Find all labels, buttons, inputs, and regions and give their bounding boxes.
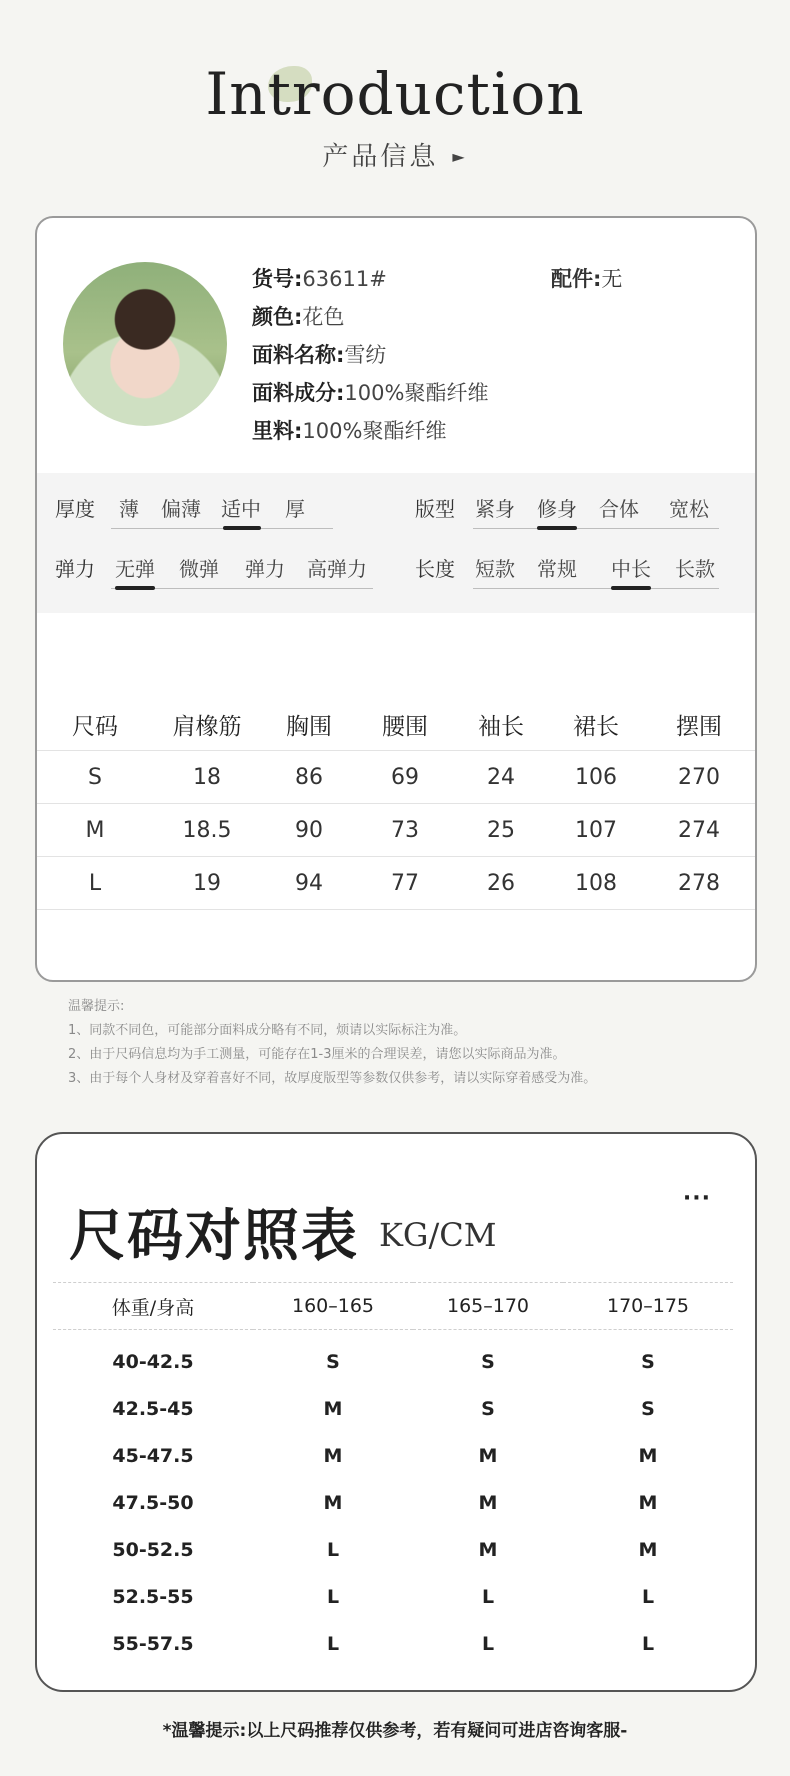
spec-value: 63611# xyxy=(302,267,387,291)
table-cell: L xyxy=(641,1632,655,1655)
spec-label: 里料: xyxy=(252,419,303,443)
table-cell: 47.5-50 xyxy=(112,1491,194,1514)
table-cell: S xyxy=(641,1397,655,1420)
column-header: 尺码 xyxy=(72,713,118,740)
spec-value: 100%聚酯纤维 xyxy=(344,381,489,405)
column-header: 170–175 xyxy=(563,1283,733,1330)
attr-option-selected: 修身 xyxy=(537,497,577,521)
table-cell: 42.5-45 xyxy=(112,1397,194,1420)
table-cell: M xyxy=(638,1538,658,1561)
spec-fabric-composition xyxy=(252,374,488,412)
spec-label: 面料名称: xyxy=(252,343,345,367)
attr-option: 弹力 xyxy=(245,557,285,581)
spec-item-no xyxy=(252,260,488,298)
table-cell: S xyxy=(326,1350,340,1373)
table-cell: 270 xyxy=(643,751,755,804)
column-header: 胸围 xyxy=(286,713,332,740)
table-row xyxy=(37,857,755,910)
table-cell: M xyxy=(478,1491,498,1514)
table-cell: L xyxy=(326,1585,340,1608)
spec-label: 配件: xyxy=(551,267,602,291)
care-tips xyxy=(68,995,596,1091)
table-cell: M xyxy=(478,1444,498,1467)
table-row xyxy=(53,1385,733,1432)
spec-color xyxy=(252,298,488,336)
attr-label-length: 长度 xyxy=(415,557,455,581)
table-cell: 73 xyxy=(357,804,453,857)
table-cell: 274 xyxy=(643,804,755,857)
table-row xyxy=(53,1573,733,1620)
table-cell: L xyxy=(326,1538,340,1561)
table-cell: 278 xyxy=(643,857,755,910)
attr-option: 长款 xyxy=(675,557,715,581)
spec-value: 100%聚酯纤维 xyxy=(302,419,447,443)
intro-title: Introduction xyxy=(205,60,585,128)
table-row xyxy=(53,1432,733,1479)
table-cell: 106 xyxy=(549,751,643,804)
table-row xyxy=(37,804,755,857)
table-cell: 26 xyxy=(453,857,549,910)
attr-option-selected: 中长 xyxy=(611,557,651,581)
attr-selected-marker xyxy=(115,586,155,590)
spec-label: 颜色: xyxy=(252,305,303,329)
table-cell: S xyxy=(481,1350,495,1373)
table-cell: 19 xyxy=(153,857,261,910)
column-header: 腰围 xyxy=(382,713,428,740)
attr-option: 宽松 xyxy=(669,497,709,521)
table-cell: 18 xyxy=(153,751,261,804)
attr-option: 薄 xyxy=(119,497,139,521)
table-cell: M xyxy=(478,1538,498,1561)
table-cell: 107 xyxy=(549,804,643,857)
attr-divider xyxy=(111,528,333,529)
tips-line: 1、同款不同色，可能部分面料成分略有不同，烦请以实际标注为准。 xyxy=(68,1023,467,1038)
tips-line: 2、由于尺码信息均为手工测量，可能存在1-3厘米的合理误差，请您以实际商品为准。 xyxy=(68,1047,566,1062)
intro-subtitle-text: 产品信息 xyxy=(322,142,439,172)
spec-value: 花色 xyxy=(302,305,345,329)
table-row xyxy=(53,1479,733,1526)
table-cell: 40-42.5 xyxy=(112,1350,194,1373)
size-reference-table xyxy=(53,1282,733,1667)
spec-value: 雪纺 xyxy=(344,343,387,367)
column-header: 袖长 xyxy=(478,713,524,740)
product-info-card xyxy=(35,216,757,982)
spec-accessory xyxy=(551,260,622,298)
attr-option: 常规 xyxy=(537,557,577,581)
table-cell: 45-47.5 xyxy=(112,1444,194,1467)
table-cell: L xyxy=(481,1585,495,1608)
footer-note: *温馨提示:以上尺码推荐仅供参考，若有疑问可进店咨询客服- xyxy=(162,1721,628,1741)
attr-option: 紧身 xyxy=(475,497,515,521)
play-arrow-icon: ► xyxy=(452,147,468,166)
attr-option: 短款 xyxy=(475,557,515,581)
spec-label: 货号: xyxy=(252,267,303,291)
spec-fabric-name xyxy=(252,336,488,374)
column-header: 肩橡筋 xyxy=(172,713,242,740)
attribute-panel xyxy=(37,473,755,613)
table-cell: S xyxy=(641,1350,655,1373)
table-cell: 94 xyxy=(261,857,357,910)
attr-selected-marker xyxy=(611,586,651,590)
intro-subtitle xyxy=(0,136,790,173)
attr-label-fit: 版型 xyxy=(415,497,455,521)
table-cell: M xyxy=(323,1491,343,1514)
table-cell: 108 xyxy=(549,857,643,910)
attr-option: 厚 xyxy=(285,497,305,521)
spec-label: 面料成分: xyxy=(252,381,345,405)
attr-label-elasticity: 弹力 xyxy=(55,557,95,581)
table-row xyxy=(53,1330,733,1386)
table-cell: 24 xyxy=(453,751,549,804)
table-row xyxy=(53,1620,733,1667)
table-cell: M xyxy=(323,1397,343,1420)
intro-header xyxy=(0,60,790,180)
table-cell: L xyxy=(37,857,153,910)
model-photo xyxy=(63,262,227,426)
table-cell: M xyxy=(638,1491,658,1514)
table-row xyxy=(37,751,755,804)
spec-value: 无 xyxy=(601,267,623,291)
table-cell: 90 xyxy=(261,804,357,857)
column-header: 160–165 xyxy=(253,1283,413,1330)
table-cell: L xyxy=(481,1632,495,1655)
table-cell: L xyxy=(641,1585,655,1608)
table-row xyxy=(53,1526,733,1573)
size-chart-card xyxy=(35,1132,757,1692)
table-header-row xyxy=(53,1283,733,1330)
column-header: 摆围 xyxy=(676,713,722,740)
attr-divider xyxy=(473,588,719,589)
attr-option-selected: 无弹 xyxy=(115,557,155,581)
table-cell: 18.5 xyxy=(153,804,261,857)
table-cell: M xyxy=(37,804,153,857)
table-cell: 55-57.5 xyxy=(112,1632,194,1655)
tips-title: 温馨提示: xyxy=(68,999,125,1014)
attr-option: 微弹 xyxy=(179,557,219,581)
attr-option: 合体 xyxy=(599,497,639,521)
table-cell: 50-52.5 xyxy=(112,1538,194,1561)
table-cell: 77 xyxy=(357,857,453,910)
table-cell: 86 xyxy=(261,751,357,804)
table-cell: L xyxy=(326,1632,340,1655)
more-dots-icon: ··· xyxy=(682,1186,711,1211)
attr-option-selected: 适中 xyxy=(221,497,261,521)
column-header: 体重/身高 xyxy=(53,1283,253,1330)
size-chart-unit: KG/CM xyxy=(379,1216,497,1254)
product-specs xyxy=(252,260,488,450)
table-header-row xyxy=(37,698,755,751)
attr-option: 偏薄 xyxy=(161,497,201,521)
table-cell: M xyxy=(638,1444,658,1467)
tips-line: 3、由于每个人身材及穿着喜好不同，故厚度版型等参数仅供参考，请以实际穿着感受为准。 xyxy=(68,1071,597,1086)
attr-selected-marker xyxy=(537,526,577,530)
attr-option: 高弹力 xyxy=(307,557,367,581)
size-measurement-table xyxy=(37,698,755,910)
column-header: 165–170 xyxy=(413,1283,563,1330)
spec-lining xyxy=(252,412,488,450)
table-cell: 25 xyxy=(453,804,549,857)
attr-divider xyxy=(473,528,719,529)
attr-label-thickness: 厚度 xyxy=(55,497,95,521)
attr-selected-marker xyxy=(223,526,261,530)
table-cell: 52.5-55 xyxy=(112,1585,194,1608)
table-cell: 69 xyxy=(357,751,453,804)
table-cell: M xyxy=(323,1444,343,1467)
size-chart-title: 尺码对照表 xyxy=(69,1204,359,1269)
table-cell: S xyxy=(481,1397,495,1420)
table-cell: S xyxy=(37,751,153,804)
column-header: 裙长 xyxy=(573,713,619,740)
